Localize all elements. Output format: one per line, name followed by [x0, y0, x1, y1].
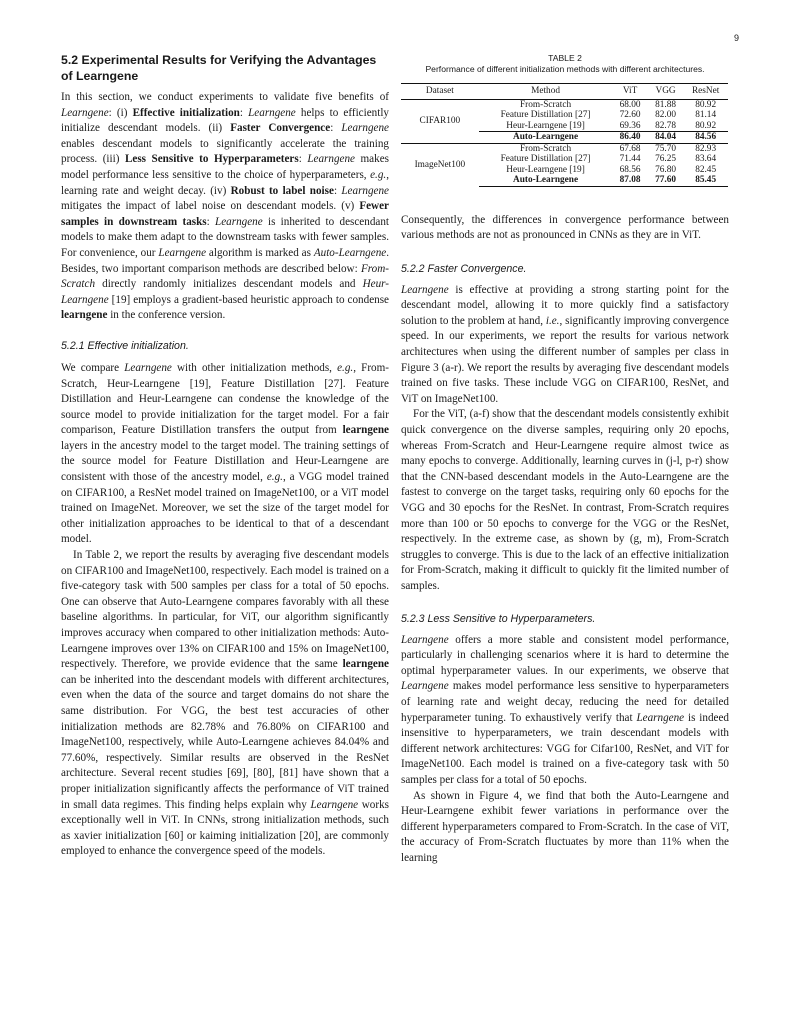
- resnet-cell: 84.56: [695, 132, 717, 142]
- text-run: We compare: [61, 361, 125, 374]
- italic-term: Learngene: [401, 633, 449, 646]
- italic-term: e.g.: [266, 471, 283, 484]
- vgg-cell: 75.70: [648, 143, 683, 154]
- left-column: [61, 53, 389, 860]
- less-sensitive-paragraph: [401, 633, 729, 789]
- text-run: is inherited to descendant models to make them adapt to the downstream tasks with fewer samples. For convenience, our: [61, 215, 389, 259]
- bold-term: Faster Convergence: [230, 122, 331, 135]
- italic-term: Learngene: [158, 246, 207, 259]
- text-run: layers in the ancestry model to the target model. The training settings of the source model for Feature Distillation and Heur-Learngene are consistent with those of the ancestry model,: [61, 439, 389, 484]
- text-run: offers a more stable and consistent model performance, particularly in challenging scenarios where it is hard to determine the optimal hyperparameter values. In our experiments, we observe that: [401, 633, 729, 677]
- vgg-cell: 84.04: [655, 132, 677, 142]
- italic-term: Learngene: [636, 711, 685, 724]
- resnet-cell: 83.64: [695, 154, 717, 164]
- text-run: In Table 2, we report the results by averaging five descendant models on CIFAR100 and ImageNet100, respectively. Each model is trained on a five-category task with 500 samples per class for a total of 50 epochs. One can observe that Auto-Learngene compares favorably with all these baseline algorithms. In particular, for ViT, our algorithm significantly improves accuracy when compared to other initialization methods: Auto-Learngene improves over 13% on CIFAR100 and 15% on ImageNet100, respectively. Therefore, we provide evidence that the same: [61, 549, 389, 671]
- bold-term: Effective initialization: [132, 106, 240, 119]
- italic-term: Learngene: [401, 680, 449, 693]
- bold-term: Fewer samples in downstream tasks: [61, 200, 389, 228]
- bold-term: Robust to label noise: [230, 184, 334, 197]
- text-run: with other initialization methods,: [171, 361, 338, 374]
- resnet-cell: 80.92: [683, 121, 728, 132]
- italic-term: Learngene: [341, 122, 389, 135]
- method-cell: Heur-Learngene [19]: [506, 164, 585, 175]
- faster-convergence-paragraph: [401, 283, 729, 408]
- consequence-paragraph: [401, 213, 729, 244]
- vit-cell: 67.68: [612, 143, 647, 154]
- page-number: 9: [733, 33, 739, 43]
- text-run: mitigates the impact of label noise on descendant models. (v): [61, 200, 360, 213]
- text-run: makes model performance less sensitive to hyperparameters of learning rate and weight decay, reducing the need for detailed hyperparameter tuning. To exhaustively verify that: [401, 680, 729, 724]
- text-run: In this section, we conduct experiments to validate five benefits of: [61, 91, 389, 103]
- vit-cell: 72.60: [619, 110, 641, 120]
- text-run: As shown in Figure 4, we find that both the Auto-Learngene and Heur-Learngene exhibit fewer variations in performance over the different hyperparameters compared to From-Scratch. In the case of ViT, the accuracy of From-Scratch fluctuates by more than 11% when the learning: [401, 789, 729, 864]
- results-table: [401, 83, 728, 187]
- method-cell: From-Scratch: [479, 143, 613, 154]
- col-header-vgg: VGG: [655, 86, 676, 96]
- text-run: :: [239, 106, 249, 119]
- italic-term: Learngene: [61, 106, 109, 119]
- italic-term: From-Scratch: [61, 262, 389, 291]
- text-run: :: [333, 184, 342, 197]
- text-run: :: [206, 215, 216, 228]
- text-run: , From-Scratch, Heur-Learngene [19], Feature Distillation [27]. Feature Distillation and Heur-Learngene can condense the knowledge of the source model to provide initialization for the target model. For a fair comparison, Feature Distillation transfers the output from: [61, 361, 389, 437]
- vgg-cell: 77.60: [648, 175, 683, 186]
- bold-term: Less Sensitive to Hyperparameters: [124, 153, 299, 166]
- resnet-cell: 82.45: [695, 164, 717, 175]
- section-title: 5.2 Experimental Results for Verifying the Advantages of Learngene: [61, 53, 377, 83]
- table2-discussion-paragraph: [61, 548, 389, 860]
- method-cell: Heur-Learngene [19]: [479, 121, 613, 132]
- col-header-dataset: Dataset: [425, 86, 454, 96]
- vit-cell: 68.00: [612, 99, 647, 110]
- col-header-resnet: ResNet: [691, 86, 720, 96]
- resnet-cell: 81.14: [695, 110, 717, 120]
- vgg-cell: 81.88: [648, 99, 683, 110]
- table-caption-text: Performance of different initialization methods with different architectures.: [425, 64, 705, 74]
- bold-term: learngene: [342, 424, 389, 437]
- text-run: directly randomly initializes descendant models and: [95, 278, 363, 291]
- text-run: , learning rate and weight decay. (iv): [61, 168, 389, 197]
- italic-term: Heur-Learngene: [61, 278, 389, 306]
- text-run: , a VGG model trained on CIFAR100, a ResNet model trained on ImageNet100, or a ViT model trained on ImageNet. Moreover, we set the size of the target model for other initialization approaches to be identical to that of a descendant model.: [61, 471, 389, 546]
- text-run: :: [298, 153, 308, 166]
- figure4-paragraph: [401, 789, 729, 867]
- vit-cell: 69.36: [612, 121, 647, 132]
- vgg-cell: 76.80: [655, 164, 677, 175]
- table-caption: [401, 53, 729, 75]
- effective-init-paragraph: [61, 361, 389, 548]
- text-run: [19] employs a gradient-based heuristic approach to condense: [108, 293, 389, 306]
- text-run: . Besides, two important comparison methods are described below:: [61, 246, 390, 275]
- vgg-cell: 82.00: [655, 110, 677, 120]
- text-run: in the conference version.: [107, 309, 226, 322]
- text-run: For the ViT, (a-f) show that the descendant models consistently exhibit quick convergence on the diverse samples, requiring only 20 epochs, whereas From-Scratch and Heur-Learngene require almost twice as many epochs to converge. Additionally, learning curves in (j-l, p-r) show that the CNN-based descendant models in the Auto-Learngene are the fastest to converge on the target tasks, requiring only 60 epochs for the VGG and 30 epochs for the ResNet. In contrast, From-Scratch requires more than 100 or 50 epochs to converge for the VGG or the ResNet, respectively. In the extreme case, as shown by (g, m), From-Scratch struggles to converge. This is due to the lack of an effective initialization for From-Scratch, making it difficult to quickly fit the limited number of samples.: [401, 408, 729, 592]
- vit-cell: 68.56: [619, 164, 641, 175]
- text-run: , significantly improving convergence speed. In our experiments, we report the results for various network architectures when using the different number of samples per class in Figure 3 (a-r). We report the results by averaging five descendant models trained on five tasks. These include VGG on CIFAR100, ResNet, and ViT on ImageNet100.: [401, 314, 729, 405]
- text-run: : (i): [108, 106, 133, 119]
- italic-term: Learngene: [310, 798, 359, 811]
- method-cell: Feature Distillation [27]: [500, 110, 591, 120]
- table-row: [401, 99, 728, 110]
- italic-term: e.g.: [337, 361, 354, 374]
- text-run: works exceptionally well in ViT. In CNNs, strong initialization methods, such as xavier initialization [60] or kaiming initialization [20], are commonly employed to enhance the convergence speed of the models.: [61, 798, 389, 858]
- text-run: makes model performance less sensitive to the choice of hyperparameters,: [61, 153, 389, 181]
- col-header-method: Method: [531, 86, 560, 96]
- italic-term: Learngene: [401, 283, 449, 296]
- text-run: is effective at providing a strong starting point for the descendant model, allowing it to more quickly find a satisfactory solution to the problem at hand,: [401, 283, 729, 327]
- text-run: :: [330, 122, 342, 135]
- table-label: TABLE 2: [548, 53, 582, 63]
- italic-term: e.g.: [370, 168, 387, 181]
- italic-term: Learngene: [248, 106, 296, 119]
- resnet-cell: 85.45: [683, 175, 728, 186]
- text-run: can be inherited into the descendant models with different architectures, even when the data of the source and target domains do not share the same distribution. For VGG, the best test accuracies of other initialization methods are 82.78% and 76.80% on CIFAR100 and ImageNet100, respectively, while Auto-Learngene achieves 84.04% and 77.60%, respectively. Similar results are observed in the ResNet architecture. Several recent studies [69], [80], [81] have shown that a proper initialization significantly affects the performance of ViT trained in small data regimes. This finding helps explain why: [61, 673, 389, 811]
- italic-term: Learngene: [341, 184, 390, 197]
- method-cell: From-Scratch: [479, 99, 613, 110]
- vit-convergence-paragraph: [401, 407, 729, 594]
- method-cell: Auto-Learngene: [479, 175, 613, 186]
- italic-term: Learngene: [307, 153, 355, 166]
- text-run: helps to efficiently initialize descendant models. (ii): [61, 106, 389, 135]
- bold-term: learngene: [61, 309, 108, 322]
- text-run: Consequently, the differences in convergence performance between various methods are not as pronounced in CNNs as they are in ViT.: [401, 213, 729, 242]
- subsection-title-faster-convergence: 5.2.2 Faster Convergence.: [401, 262, 527, 275]
- vgg-cell: 82.78: [648, 121, 683, 132]
- dataset-cell: ImageNet100: [401, 143, 479, 186]
- method-cell: Feature Distillation [27]: [500, 154, 591, 164]
- vit-cell: 87.08: [612, 175, 647, 186]
- text-run: enables descendant models to significantly accelerate the training process. (iii): [61, 137, 389, 166]
- vit-cell: 71.44: [619, 154, 641, 164]
- vgg-cell: 76.25: [655, 154, 677, 164]
- italic-term: i.e.: [545, 314, 560, 327]
- intro-paragraph: [61, 90, 389, 324]
- dataset-cell: CIFAR100: [401, 99, 479, 143]
- right-column: [401, 53, 729, 866]
- resnet-cell: 80.92: [683, 99, 728, 110]
- italic-term: Learngene: [215, 215, 263, 228]
- vit-cell: 86.40: [619, 132, 641, 142]
- col-header-vit: ViT: [622, 86, 638, 96]
- method-cell: Auto-Learngene: [513, 132, 579, 142]
- text-run: is indeed insensitive to hyperparameters, we train descendant models with different network architectures: VGG for Cifar100, ResNet, and ViT for ImageNet100. Each model is trained on a five-category task with 50 samples per class for a total of 50 epochs.: [401, 711, 729, 786]
- italic-term: Learngene: [124, 361, 172, 374]
- italic-term: Auto-Learngene: [313, 246, 387, 259]
- table-row: [401, 143, 728, 154]
- subsection-title-less-sensitive: 5.2.3 Less Sensitive to Hyperparameters.: [401, 612, 596, 625]
- subsection-title-effective-init: 5.2.1 Effective initialization.: [61, 339, 189, 352]
- resnet-cell: 82.93: [683, 143, 728, 154]
- bold-term: learngene: [342, 658, 389, 671]
- text-run: algorithm is marked as: [206, 246, 314, 259]
